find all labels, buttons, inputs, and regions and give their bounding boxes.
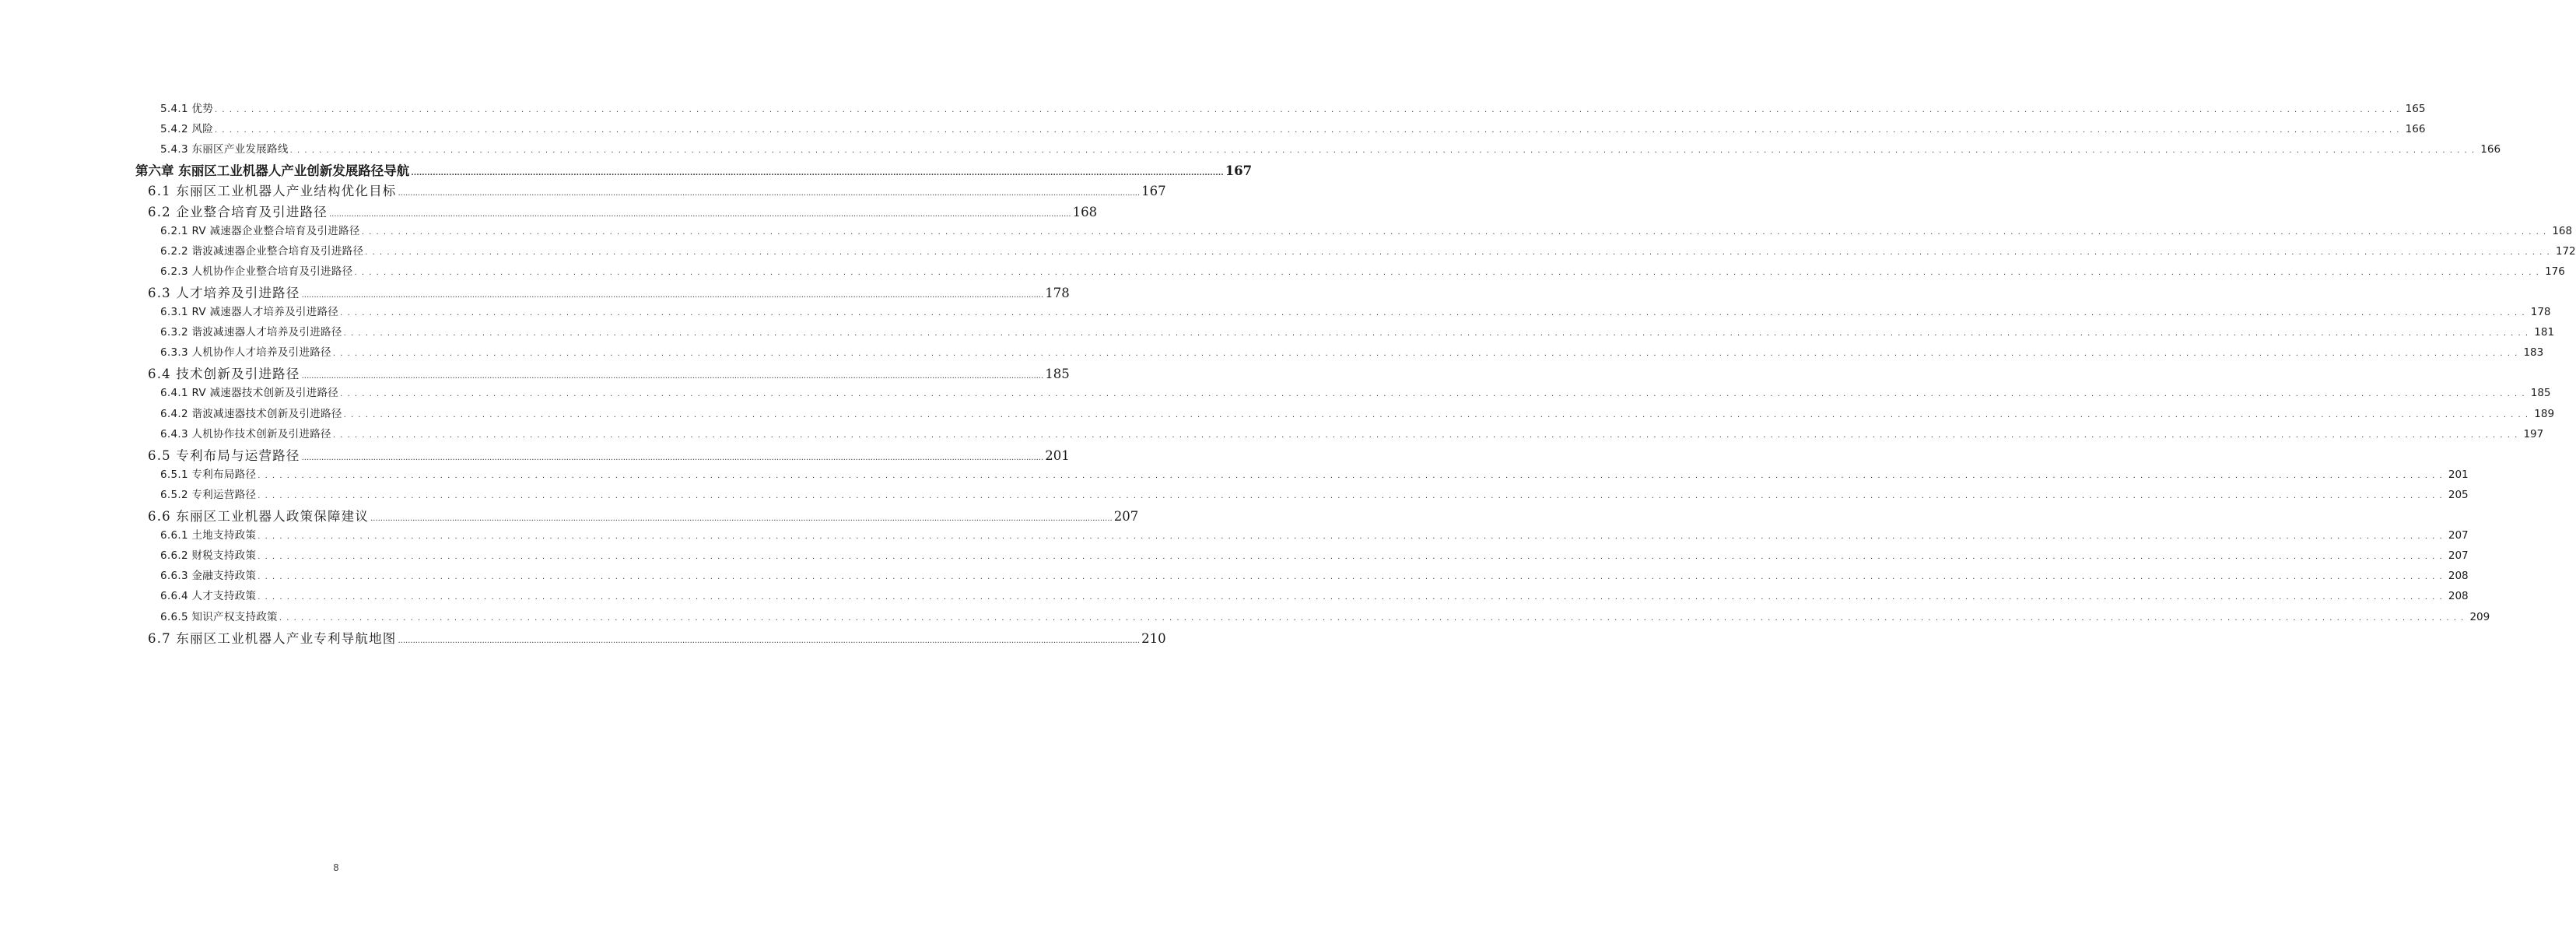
toc-entry-page: 201 [2448,468,2469,481]
toc-entry-page: 208 [2448,570,2469,583]
toc-entry [160,303,2551,318]
toc-entry-page: 167 [1141,184,1166,199]
toc-entry [148,506,1139,525]
toc-entry-page: 207 [2448,549,2469,563]
toc-entry-title: 第六章 东丽区工业机器人产业创新发展路径导航 [135,163,410,179]
toc-entry [160,262,2565,278]
toc-entry-title: 6.4 技术创新及引进路径 [148,367,300,382]
toc-entry-title: 6.3.3 人机协作人才培养及引进路径 [160,346,331,360]
toc-entry-title: 6.7 东丽区工业机器人产业专利导航地图 [148,630,397,646]
toc-leader-dots: ............................................................................................................................................................................................................................................................................................................ [301,453,1044,462]
toc-entry-title: 5.4.1 优势 [160,103,214,115]
toc-entry [148,445,1070,464]
toc-entry [148,282,1070,301]
toc-leader-dots: ............................................................................................................................................................................................................................................................................................................ [329,209,1071,219]
toc-leader-dots: ............................................................................................................................................................................................................................................................................................................ [332,349,2522,359]
toc-leader-dots: ............................................................................................................................................................................................................................................................................................................ [370,514,1113,523]
toc-entry [160,587,2469,603]
toc-entry-page: 166 [2405,123,2426,136]
toc-entry-page: 185 [2530,387,2551,400]
toc-entry-page: 181 [2534,326,2555,339]
toc-entry [160,100,2426,115]
toc-entry-title: 6.6.2 财税支持政策 [160,549,257,563]
toc-leader-dots: ............................................................................................................................................................................................................................................................................................................ [258,532,2447,542]
toc-entry-page: 183 [2523,346,2544,360]
toc-entry [160,343,2544,360]
toc-entry [160,608,2490,623]
toc-entry-title: 5.4.2 风险 [160,123,214,136]
toc-entry-page: 207 [1113,509,1139,524]
toc-entry-title: 5.4.3 东丽区产业发展路线 [160,143,289,156]
toc-leader-dots: ............................................................................................................................................................................................................................................................................................................ [301,290,1044,300]
toc-leader-dots: ............................................................................................................................................................................................................................................................................................................ [354,268,2544,277]
toc-entry [160,425,2544,440]
toc-leader-dots: ............................................................................................................................................................................................................................................................................................................ [361,227,2551,237]
toc-leader-dots: ............................................................................................................................................................................................................................................................................................................ [340,390,2529,399]
toc-entry-title: 6.4.3 人机协作技术创新及引进路径 [160,427,331,440]
toc-entry [160,526,2469,542]
toc-entry-page: 178 [2530,306,2551,318]
toc-entry-title: 6.4.2 谐波减速器技术创新及引进路径 [160,407,342,420]
toc-entry-page: 201 [1045,447,1070,463]
toc-entry-page: 189 [2534,407,2555,420]
toc-entry-title: 6.2.3 人机协作企业整合培育及引进路径 [160,265,353,278]
toc-entry [160,222,2573,237]
toc-entry-title: 6.6.5 知识产权支持政策 [160,610,278,623]
toc-leader-dots: ............................................................................................................................................................................................................................................................................................................ [258,553,2447,562]
toc-entry-page: 168 [2552,224,2573,237]
toc-leader-dots: ............................................................................................................................................................................................................................................................................................................ [279,613,2469,623]
toc-entry-page: 166 [2480,143,2501,156]
toc-leader-dots: ............................................................................................................................................................................................................................................................................................................ [340,309,2529,318]
toc-entry [135,160,1253,179]
toc-leader-dots: ............................................................................................................................................................................................................................................................................................................ [301,372,1044,381]
toc-entry [148,628,1166,647]
toc-entry-title: 6.5.1 专利布局路径 [160,468,257,481]
toc-entry [160,120,2426,136]
toc-leader-dots: ............................................................................................................................................................................................................................................................................................................ [258,491,2447,500]
page-number: 8 [333,862,339,873]
toc-entry-page: 172 [2555,244,2576,258]
toc-leader-dots: ............................................................................................................................................................................................................................................................................................................ [258,573,2447,582]
toc-entry-title: 6.2.1 RV 减速器企业整合培育及引进路径 [160,224,360,237]
toc-leader-dots: ............................................................................................................................................................................................................................................................................................................ [343,329,2533,339]
toc-entry-title: 6.5 专利布局与运营路径 [148,447,300,463]
toc-entry [148,181,1166,199]
toc-entry [160,486,2469,501]
toc-entry-title: 6.2 企业整合培育及引进路径 [148,204,328,219]
toc-entry-title: 6.1 东丽区工业机器人产业结构优化目标 [148,184,397,199]
toc-entry [160,567,2469,583]
toc-leader-dots: ............................................................................................................................................................................................................................................................................................................ [258,471,2447,480]
toc-entry-title: 6.6 东丽区工业机器人政策保障建议 [148,509,370,524]
toc-entry-page: 209 [2469,610,2490,623]
toc-entry-title: 6.3 人才培养及引进路径 [148,285,300,300]
toc-entry [148,363,1070,382]
toc-entry [160,384,2551,400]
toc-entry [160,405,2555,420]
toc-entry-page: 168 [1072,204,1098,219]
toc-entry-title: 6.4.1 RV 减速器技术创新及引进路径 [160,387,339,400]
toc-entry [160,323,2555,339]
toc-leader-dots: ............................................................................................................................................................................................................................................................................................................ [398,189,1141,198]
toc-entry-title: 6.6.1 土地支持政策 [160,529,257,542]
toc-leader-dots: ............................................................................................................................................................................................................................................................................................................ [343,410,2533,419]
toc-entry-page: 185 [1045,367,1070,382]
toc-entry [160,546,2469,563]
toc-entry-page: 165 [2405,103,2426,115]
toc-entry [160,140,2501,156]
toc-leader-dots: ............................................................................................................................................................................................................................................................................................................ [215,126,2404,135]
toc-entry [148,202,1098,220]
toc-entry-page: 178 [1045,285,1070,300]
toc-leader-dots: ............................................................................................................................................................................................................................................................................................................ [258,593,2447,602]
toc-entry [160,242,2576,258]
toc-leader-dots: ............................................................................................................................................................................................................................................................................................................ [332,430,2522,440]
toc-entry-page: 210 [1141,630,1166,646]
toc-leader-dots: ............................................................................................................................................................................................................................................................................................................ [289,146,2480,156]
toc-leader-dots: ............................................................................................................................................................................................................................................................................................................ [411,169,1224,178]
toc-entry-title: 6.6.4 人才支持政策 [160,590,257,603]
toc-entry-page: 207 [2448,529,2469,542]
toc-entry-title: 6.5.2 专利运营路径 [160,488,257,501]
toc-leader-dots: ............................................................................................................................................................................................................................................................................................................ [215,106,2404,114]
toc-entry-page: 197 [2523,427,2544,440]
toc-entry-page: 167 [1225,163,1253,179]
toc-entry-title: 6.3.2 谐波减速器人才培养及引进路径 [160,326,342,339]
toc-entry [160,465,2469,481]
toc-entry-title: 6.2.2 谐波减速器企业整合培育及引进路径 [160,244,364,258]
toc-entry-page: 205 [2448,488,2469,501]
toc-entry-title: 6.6.3 金融支持政策 [160,570,257,583]
toc-leader-dots: ............................................................................................................................................................................................................................................................................................................ [398,636,1141,645]
toc-entry-page: 208 [2448,590,2469,603]
toc-entry-page: 176 [2545,265,2565,278]
toc-leader-dots: ............................................................................................................................................................................................................................................................................................................ [365,247,2554,257]
toc-entry-title: 6.3.1 RV 减速器人才培养及引进路径 [160,306,339,318]
